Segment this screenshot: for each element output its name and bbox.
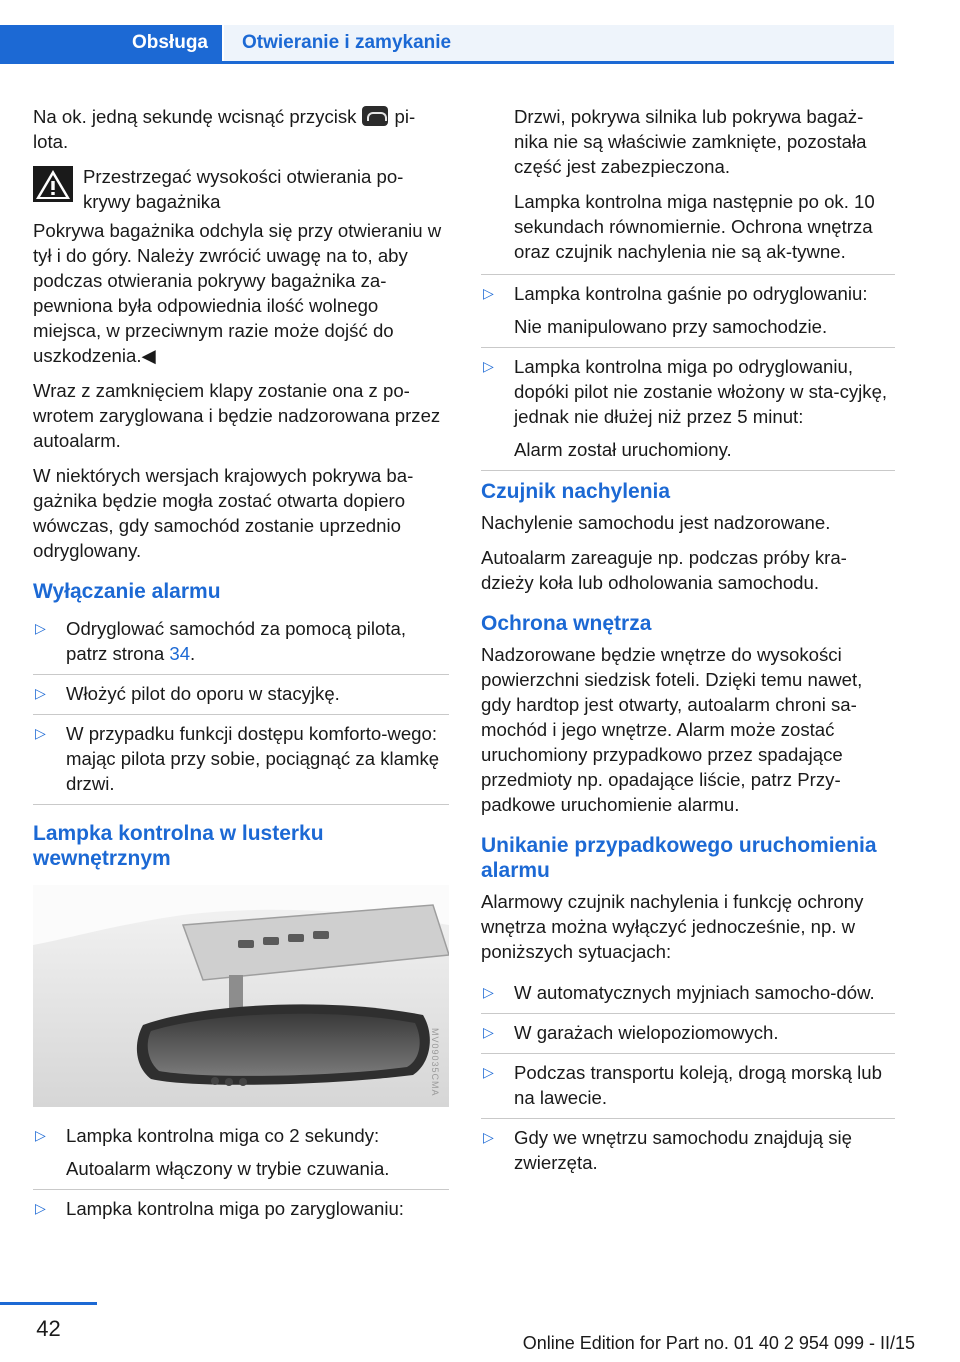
warning-title: Przestrzegać wysokości otwierania po‐krywy bagażnika [83,166,404,212]
lamp-list-left [33,1117,449,1229]
lamp-list-right [481,274,895,471]
bullet-triangle-icon: ▷ [483,1129,494,1145]
bullet-triangle-icon: ▷ [483,1024,494,1040]
page-number: 42 [36,1316,61,1341]
heading-interior-protection: Ochrona wnętrza [481,612,652,635]
tilt-paragraph-1: Nachylenie samochodu jest nadzorowane. [481,512,831,533]
section-tab[interactable]: Obsługa [0,25,222,61]
warning-icon [33,166,73,202]
bullet-triangle-icon: ▷ [35,1200,46,1216]
bullet-triangle-icon: ▷ [483,984,494,1000]
avoid-paragraph: Alarmowy czujnik nachylenia i funkcję ochrony wnętrza można wyłączyć jednocześnie, np. w poniższych sytuacjach: [481,891,864,962]
intro-paragraph: Na ok. jedną sekundę wcisnąć przycisk pi‐lota. [33,106,416,152]
bullet-triangle-icon: ▷ [483,285,494,301]
list-item: ▷ W garażach wielopoziomowych. [481,1013,895,1053]
list-item: ▷ Lampka kontrolna gaśnie po odryglowaniu: Nie manipulowano przy samochodzie. [483,283,868,337]
country-version-paragraph: W niektórych wersjach krajowych pokrywa ba‐gażnika będzie mogła zostać otwarta dopiero wówczas, gdy samochód zostanie uprzednio odryglowany. [33,465,414,561]
footer-edition: Online Edition for Part no. 01 40 2 954 099 - II/15 [522,1333,915,1353]
breadcrumb[interactable]: Otwieranie i zamykanie [224,25,894,61]
bullet-triangle-icon: ▷ [35,1127,46,1143]
right-column [481,104,895,1187]
disable-alarm-list [33,610,449,805]
interior-paragraph: Nadzorowane będzie wnętrze do wysokości powierzchni siedzisk foteli. Dzięki temu nawet, gdy hardtop jest otwarty, autoalarm chroni sa‐mochód i jego wnętrze. Alarm może zostać uruchomiony przypadkowo przez spadające przedmioty np. opadające liście, patrz Przy‐padkowe uruchomienie alarmu. [481,644,863,815]
list-item: ▷ Włożyć pilot do oporu w stacyjkę. [33,674,449,714]
bullet-triangle-icon: ▷ [35,685,46,701]
bullet-triangle-icon: ▷ [483,1064,494,1080]
rearview-mirror-image [33,885,449,1107]
warning-text: Pokrywa bagażnika odchyla się przy otwieraniu w tył i do góry. Należy zwrócić uwagę na to, aby podczas otwierania pokrywy bagażnika za‐pewniona była odpowiednia ilość wolnego miejsca, w przeciwnym razie może dojść do uszkodzenia.◀ [33,220,442,366]
lamp-continued-1: Drzwi, pokrywa silnika lub pokrywa bagaż‐nika nie są właściwie zamknięte, pozostała część jest zabezpieczona. [514,106,867,177]
heading-tilt-sensor: Czujnik nachylenia [481,480,671,503]
lamp-continued-2: Lampka kontrolna miga następnie po ok. 10 sekundach równomiernie. Ochrona wnętrza oraz czujnik nachylenia nie są ak‐tywne. [514,191,875,262]
page-number-rule [0,1302,97,1305]
bullet-triangle-icon: ▷ [35,620,46,636]
mirror-figure [33,885,449,1107]
list-item: ▷ W przypadku funkcji dostępu komforto‐wego: mając pilota przy sobie, pociągnąć za klamkę drzwi. [33,714,449,804]
list-item: ▷ Lampka kontrolna miga po odryglowaniu, dopóki pilot nie zostanie włożony w sta‐cyjkę, jednak nie dłużej niż przez 5 minut: Alarm został uruchomiony. [481,347,895,470]
list-item: ▷ Podczas transportu koleją, drogą morską lub na lawecie. [481,1053,895,1118]
trunk-button-icon [362,106,388,126]
list-item: ▷ Lampka kontrolna miga po zaryglowaniu: [33,1189,449,1229]
figure-code: MV09035CMA [430,1028,440,1097]
warning-block [33,164,449,214]
bullet-triangle-icon: ▷ [483,358,494,374]
heading-indicator-lamp: Lampka kontrolna w lusterku wewnętrznym [33,822,324,870]
list-item: ▷ Lampka kontrolna miga co 2 sekundy: Autoalarm włączony w trybie czuwania. [35,1125,390,1179]
avoid-list [481,974,895,1183]
list-item: ▷ W automatycznych myjniach samocho‐dów. [483,982,875,1003]
heading-disable-alarm: Wyłączanie alarmu [33,580,221,603]
list-item: ▷ Gdy we wnętrzu samochodu znajdują się zwierzęta. [481,1118,895,1183]
list-item: ▷ Odryglować samochód za pomocą pilota, patrz strona 34. [35,618,407,664]
relock-paragraph: Wraz z zamknięciem klapy zostanie ona z po‐wrotem zaryglowana i będzie nadzorowana przez autoalarm. [33,380,441,451]
left-column [33,104,449,1233]
heading-avoid-false-alarm: Unikanie przypadkowego uruchomienia alarmu [481,834,877,882]
tilt-paragraph-2: Autoalarm zareaguje np. podczas próby kra‐dzieży koła lub odholowania samochodu. [481,547,847,593]
page-link[interactable]: 34 [169,643,191,664]
bullet-triangle-icon: ▷ [35,725,46,741]
header-rule [0,61,894,64]
